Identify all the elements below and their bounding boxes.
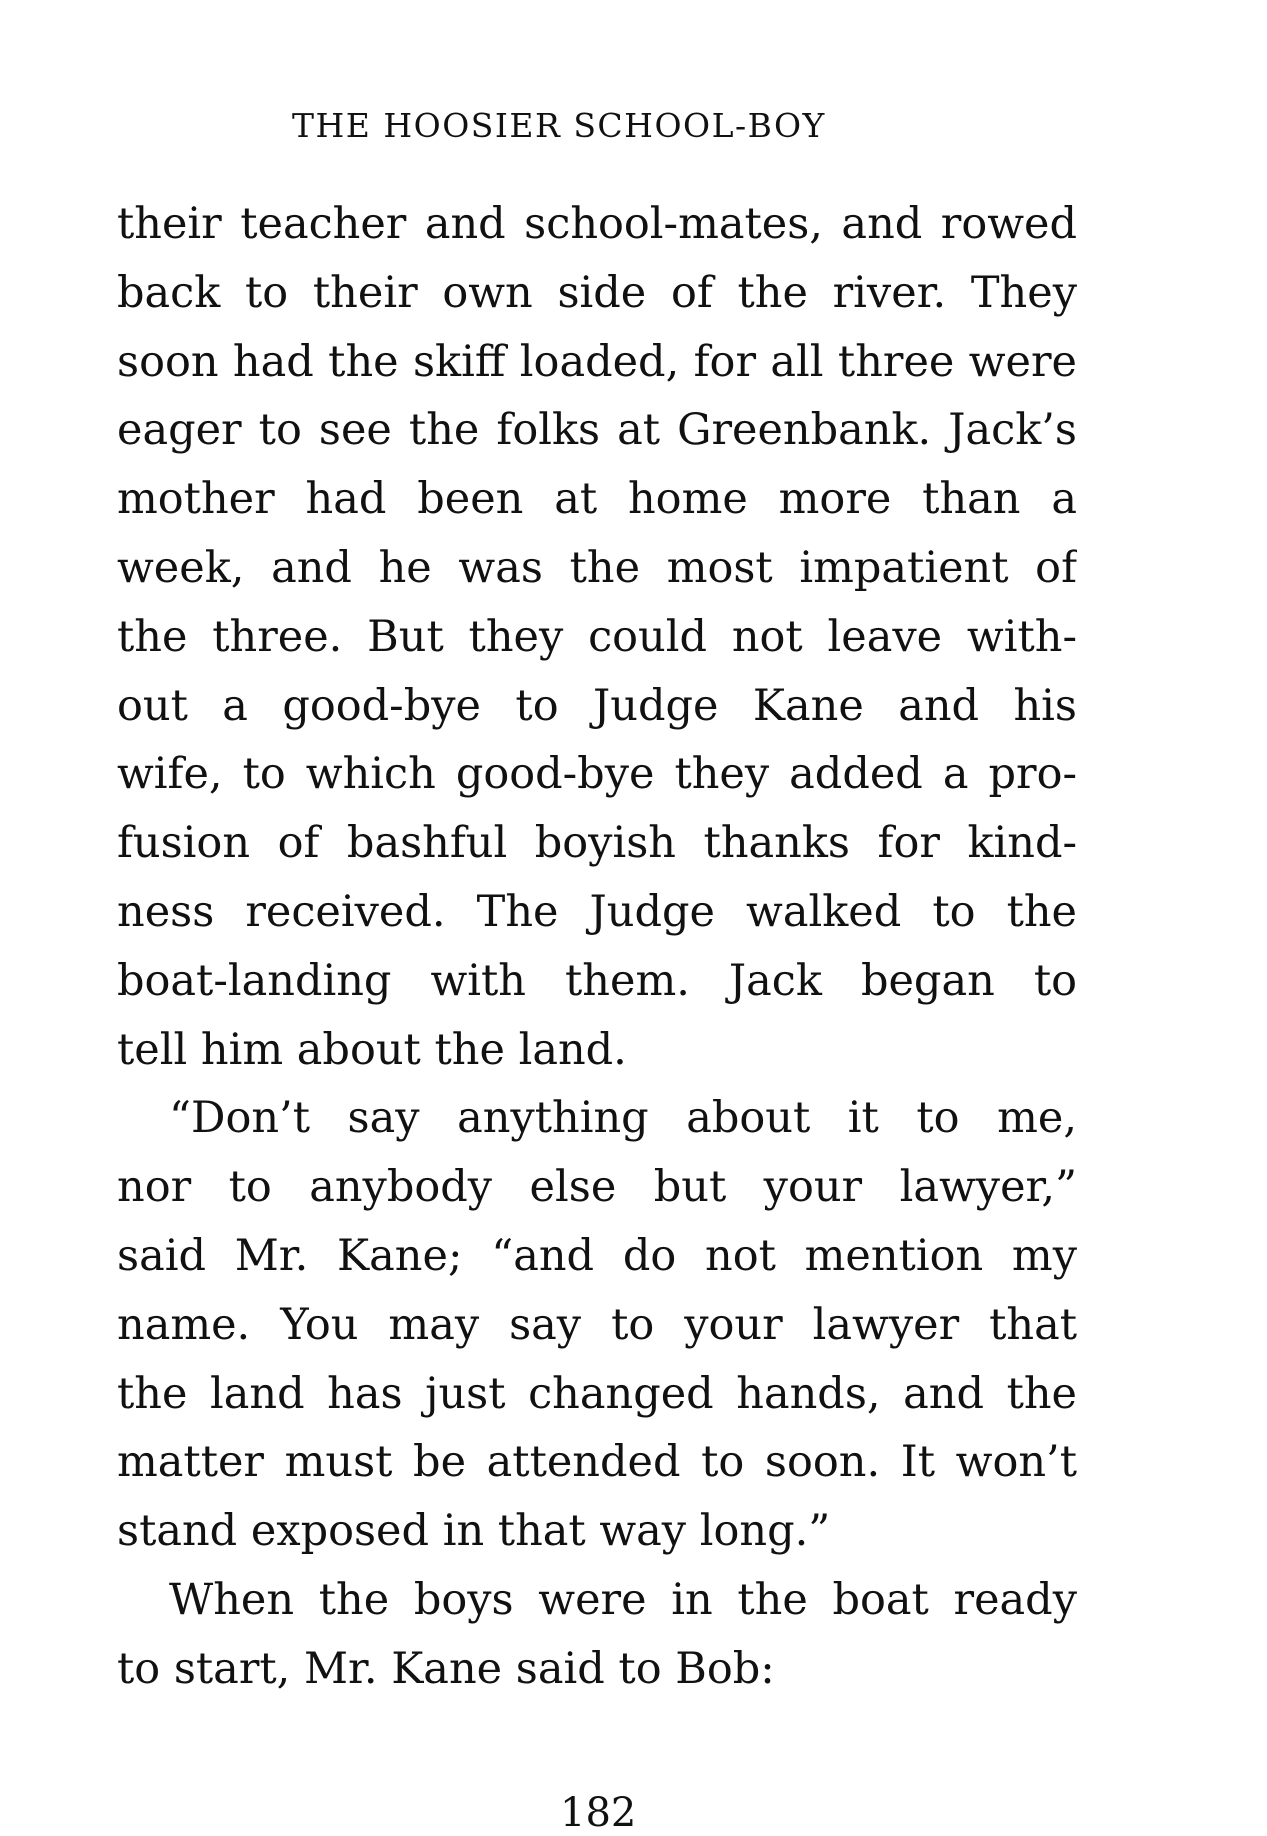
- text-line: nor to anybody else but your lawyer,”: [117, 1162, 1077, 1213]
- text-line: the land has just changed hands, and the: [117, 1368, 1077, 1419]
- text-line: to start, Mr. Kane said to Bob:: [117, 1643, 775, 1694]
- page-number: 182: [560, 1790, 637, 1836]
- text-line: tell him about the land.: [117, 1024, 627, 1075]
- text-line: their teacher and school-mates, and rowed: [117, 199, 1077, 249]
- text-line: fusion of bashful boyish thanks for kind-: [117, 818, 1077, 869]
- text-line: matter must be attended to soon. It won’t: [117, 1437, 1077, 1488]
- text-line: When the boys were in the boat ready: [169, 1574, 1077, 1625]
- text-line: soon had the skiff loaded, for all three were: [117, 336, 1077, 387]
- text-line: ness received. The Judge walked to the: [117, 886, 1077, 937]
- text-line: “Don’t say anything about it to me,: [169, 1093, 1077, 1144]
- text-line: eager to see the folks at Greenbank. Jack’s: [117, 405, 1077, 456]
- text-line: name. You may say to your lawyer that: [117, 1299, 1077, 1350]
- text-line: stand exposed in that way long.”: [117, 1506, 831, 1557]
- text-line: boat-landing with them. Jack began to: [117, 955, 1077, 1006]
- text-line: the three. But they could not leave with-: [117, 611, 1077, 662]
- text-line: wife, to which good-bye they added a pro-: [117, 749, 1077, 800]
- text-line: week, and he was the most impatient of: [117, 542, 1077, 593]
- text-line: back to their own side of the river. They: [117, 267, 1077, 318]
- text-line: said Mr. Kane; “and do not mention my: [117, 1230, 1077, 1281]
- text-line: mother had been at home more than a: [117, 474, 1077, 525]
- running-head: THE HOOSIER SCHOOL-BOY: [292, 106, 826, 145]
- text-line: out a good-bye to Judge Kane and his: [117, 680, 1077, 731]
- body-text: [117, 190, 1077, 1704]
